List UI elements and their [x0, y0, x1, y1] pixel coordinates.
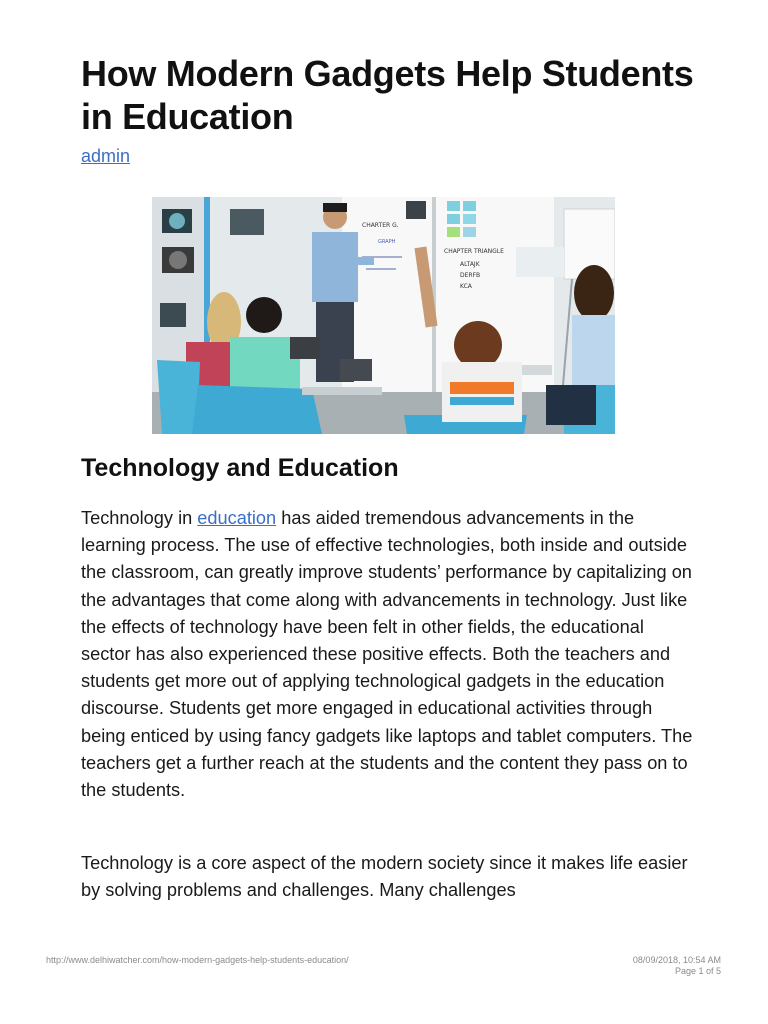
whiteboard-text-2: GRAPH	[378, 239, 396, 245]
footer-url: http://www.delhiwatcher.com/how-modern-gadgets-help-students-education/	[46, 955, 349, 965]
classroom-photo	[152, 197, 615, 434]
education-link[interactable]: education	[197, 508, 277, 528]
whiteboard-text-5: DERFB	[460, 272, 481, 279]
whiteboard-text-1: CHARTER G.	[362, 222, 399, 229]
paragraph-1	[81, 505, 693, 804]
paragraph-1-start: Technology in	[81, 508, 198, 528]
footer-datetime: 08/09/2018, 10:54 AM	[632, 955, 721, 965]
whiteboard-text-3: CHAPTER TRIANGLE	[444, 248, 504, 255]
article-title: How Modern Gadgets Help Students in Education	[81, 53, 694, 137]
author-link[interactable]: admin	[81, 146, 131, 166]
footer-meta	[633, 955, 721, 977]
section-heading: Technology and Education	[81, 454, 399, 482]
whiteboard-text-6: KCA	[460, 283, 472, 290]
paragraph-2: Technology is a core aspect of the modern society since it makes life easier by solving problems and challenges. Many challenges	[81, 853, 688, 901]
whiteboard-text-4: ALTAJK	[460, 261, 480, 268]
paragraph-1-rest: has aided tremendous advancements in the learning process. The use of effective technologies, both inside and outside the classroom, can greatly improve students’ performance by capitalizing on the advantages that come along with advancements in technology. Just like the effects of technology have been felt in other fields, the educational sector has also experienced these positive effects. Both the teachers and students get more out of applying technological gadgets in the education discourse. Students get more engaged in educational activities through being enticed by using fancy gadgets like laptops and tablet computers. The teachers get a further reach at the students and the content they pass on to the students.	[81, 508, 693, 801]
footer-page-number: Page 1 of 5	[674, 966, 721, 976]
